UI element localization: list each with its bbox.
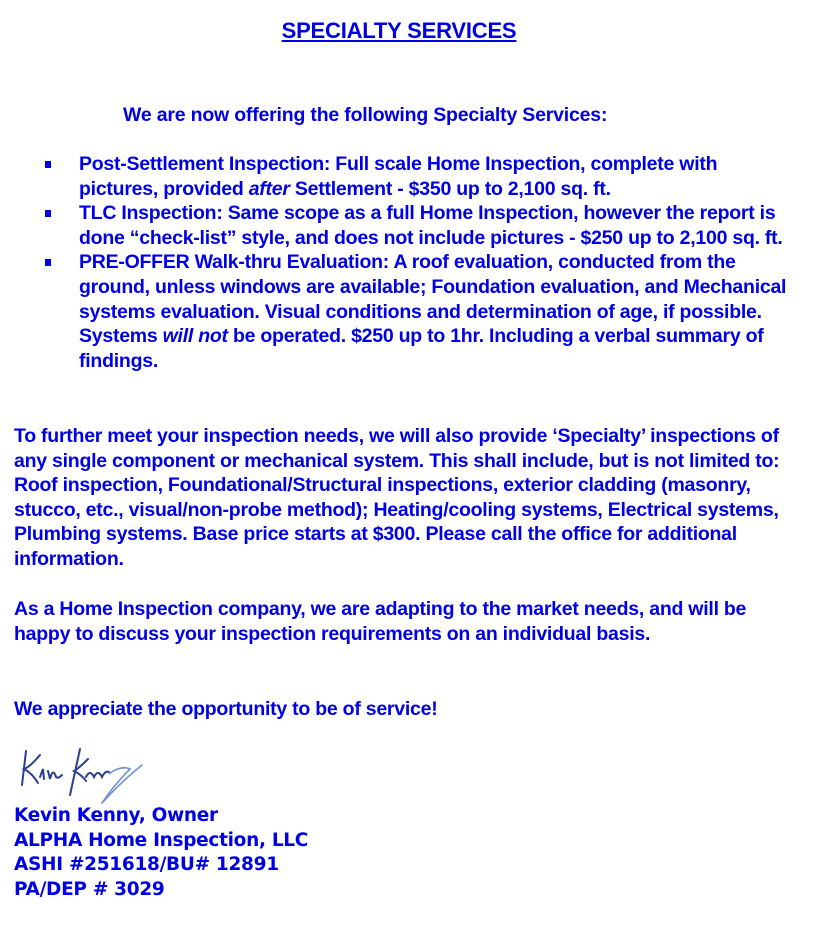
adapting-paragraph: As a Home Inspection company, we are adapting to the market needs, and will be happy to discuss your inspection requirements on an individual basis. — [14, 598, 747, 645]
page-title: SPECIALTY SERVICES — [281, 18, 517, 43]
handwritten-signature-icon — [18, 745, 148, 807]
company-name: ALPHA Home Inspection, LLC — [14, 829, 309, 851]
bullet-icon — [45, 210, 51, 217]
service-item-post-settlement: Post-Settlement Inspection: Full scale Home Inspection, complete with pictures, provided after Settlement - $350 up to 2,100 sq. ft. — [0, 152, 789, 201]
intro-line: We are now offering the following Specialty Services: — [123, 104, 608, 126]
bullet-icon — [45, 161, 51, 168]
signature-details — [14, 804, 308, 902]
padep-number: PA/DEP # 3029 — [14, 878, 165, 900]
specialty-paragraph: To further meet your inspection needs, we will also provide ‘Specialty’ inspections of any single component or mechanical system. This shall include, but is not limited to: Roof inspection, Foundational/Structural inspections, exterior cladding (masonry, stucco, etc., visual/non-probe method); Heating/cooling systems, Electrical systems, Plumbing systems. Base price starts at $300. Please call the office for additional information. — [14, 425, 780, 570]
signature-block — [14, 745, 309, 900]
bullet-icon — [45, 259, 51, 266]
service-item-tlc: TLC Inspection: Same scope as a full Home Inspection, however the report is done “check-list” style, and does not include pictures - $250 up to 2,100 sq. ft. — [0, 201, 789, 250]
ashi-number: ASHI #251618/BU# 12891 — [14, 854, 279, 875]
service-item-pre-offer: PRE-OFFER Walk-thru Evaluation: A roof evaluation, conducted from the ground, unless windows are available; Foundation evaluation, and Mechanical systems evaluation. Visual conditions and determination of age, if possible. Systems will not be operated. $250 up to 1hr. Including a verbal summary of findings. — [0, 250, 789, 373]
appreciation-line: We appreciate the opportunity to be of service! — [14, 698, 438, 720]
services-list — [0, 152, 789, 373]
owner-name: Kevin Kenny, Owner — [14, 805, 218, 826]
